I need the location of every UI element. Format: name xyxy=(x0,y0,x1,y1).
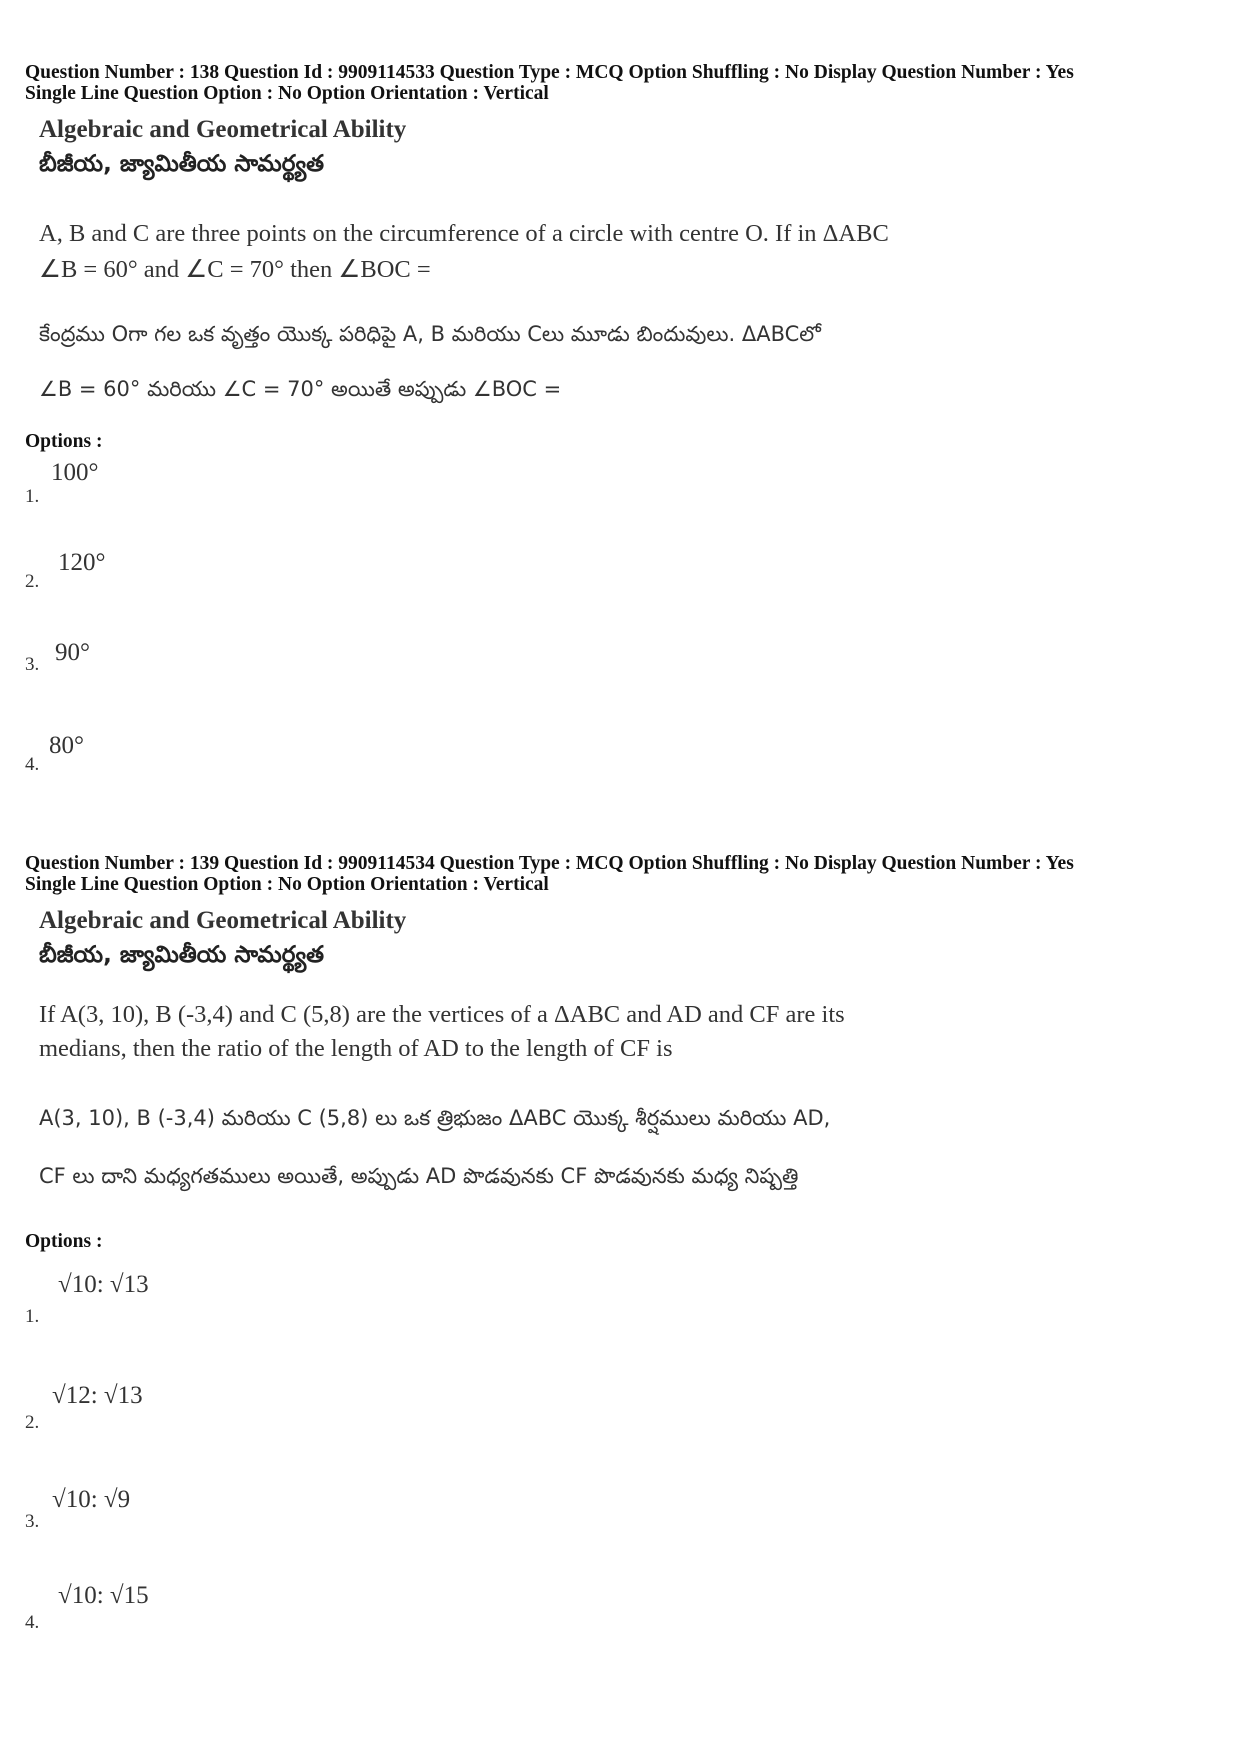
option-number: 4. xyxy=(25,1612,40,1633)
question-text-te-line-1: కేంద్రము Oగా గల ఒక వృత్తం యొక్క పరిధిపై A, B మరియు Cలు మూడు బిందువులు. ΔABCలో xyxy=(39,322,821,346)
option-number: 1. xyxy=(25,486,40,507)
option-value: √10: √9 xyxy=(52,1486,131,1513)
question-text-te-line-1: A(3, 10), B (-3,4) మరియు C (5,8) లు ఒక త్రిభుజం ΔABC యొక్క శీర్షములు మరియు AD, xyxy=(39,1106,831,1130)
option-number: 3. xyxy=(25,654,40,675)
option-value: √10: √13 xyxy=(58,1271,149,1298)
topic-telugu: బీజీయ, జ్యామితీయ సామర్థ్యత xyxy=(39,942,325,968)
option-value: √12: √13 xyxy=(52,1382,143,1409)
option-value: 120° xyxy=(58,549,106,576)
option-value: 100° xyxy=(51,459,99,486)
question-text-te-line-2: ∠B = 60° మరియు ∠C = 70° అయితే అప్పుడు ∠BOC = xyxy=(39,377,562,401)
question-text-te-line-2: CF లు దాని మధ్యగతములు అయితే, అప్పుడు AD పొడవునకు CF పొడవునకు మధ్య నిష్పత్తి xyxy=(39,1164,799,1188)
option-number: 3. xyxy=(25,1511,40,1532)
topic-telugu: బీజీయ, జ్యామితీయ సామర్థ్యత xyxy=(39,151,325,177)
option-number: 2. xyxy=(25,571,40,592)
option-number: 1. xyxy=(25,1306,40,1327)
topic-english: Algebraic and Geometrical Ability xyxy=(39,116,407,143)
question-meta-line-2: Single Line Question Option : No Option Orientation : Vertical xyxy=(25,83,549,104)
topic-english: Algebraic and Geometrical Ability xyxy=(39,907,407,934)
question-text-en-line-2: medians, then the ratio of the length of AD to the length of CF is xyxy=(39,1035,673,1062)
option-number: 4. xyxy=(25,754,40,775)
option-value: 80° xyxy=(49,732,84,759)
options-label: Options : xyxy=(25,1231,103,1252)
option-number: 2. xyxy=(25,1412,40,1433)
question-text-en-line-1: A, B and C are three points on the circumference of a circle with centre O. If in ΔABC xyxy=(39,220,889,247)
question-meta-line-1: Question Number : 138 Question Id : 9909114533 Question Type : MCQ Option Shuffling : No Display Question Number : Yes xyxy=(25,62,1074,83)
question-text-en-line-2: ∠B = 60° and ∠C = 70° then ∠BOC = xyxy=(39,256,431,283)
option-value: √10: √15 xyxy=(58,1582,149,1609)
question-text-en-line-1: If A(3, 10), B (-3,4) and C (5,8) are the vertices of a ΔABC and AD and CF are its xyxy=(39,1001,845,1028)
question-meta-line-1: Question Number : 139 Question Id : 9909114534 Question Type : MCQ Option Shuffling : No Display Question Number : Yes xyxy=(25,853,1074,874)
question-meta-line-2: Single Line Question Option : No Option Orientation : Vertical xyxy=(25,874,549,895)
option-value: 90° xyxy=(55,639,90,666)
options-label: Options : xyxy=(25,431,103,452)
